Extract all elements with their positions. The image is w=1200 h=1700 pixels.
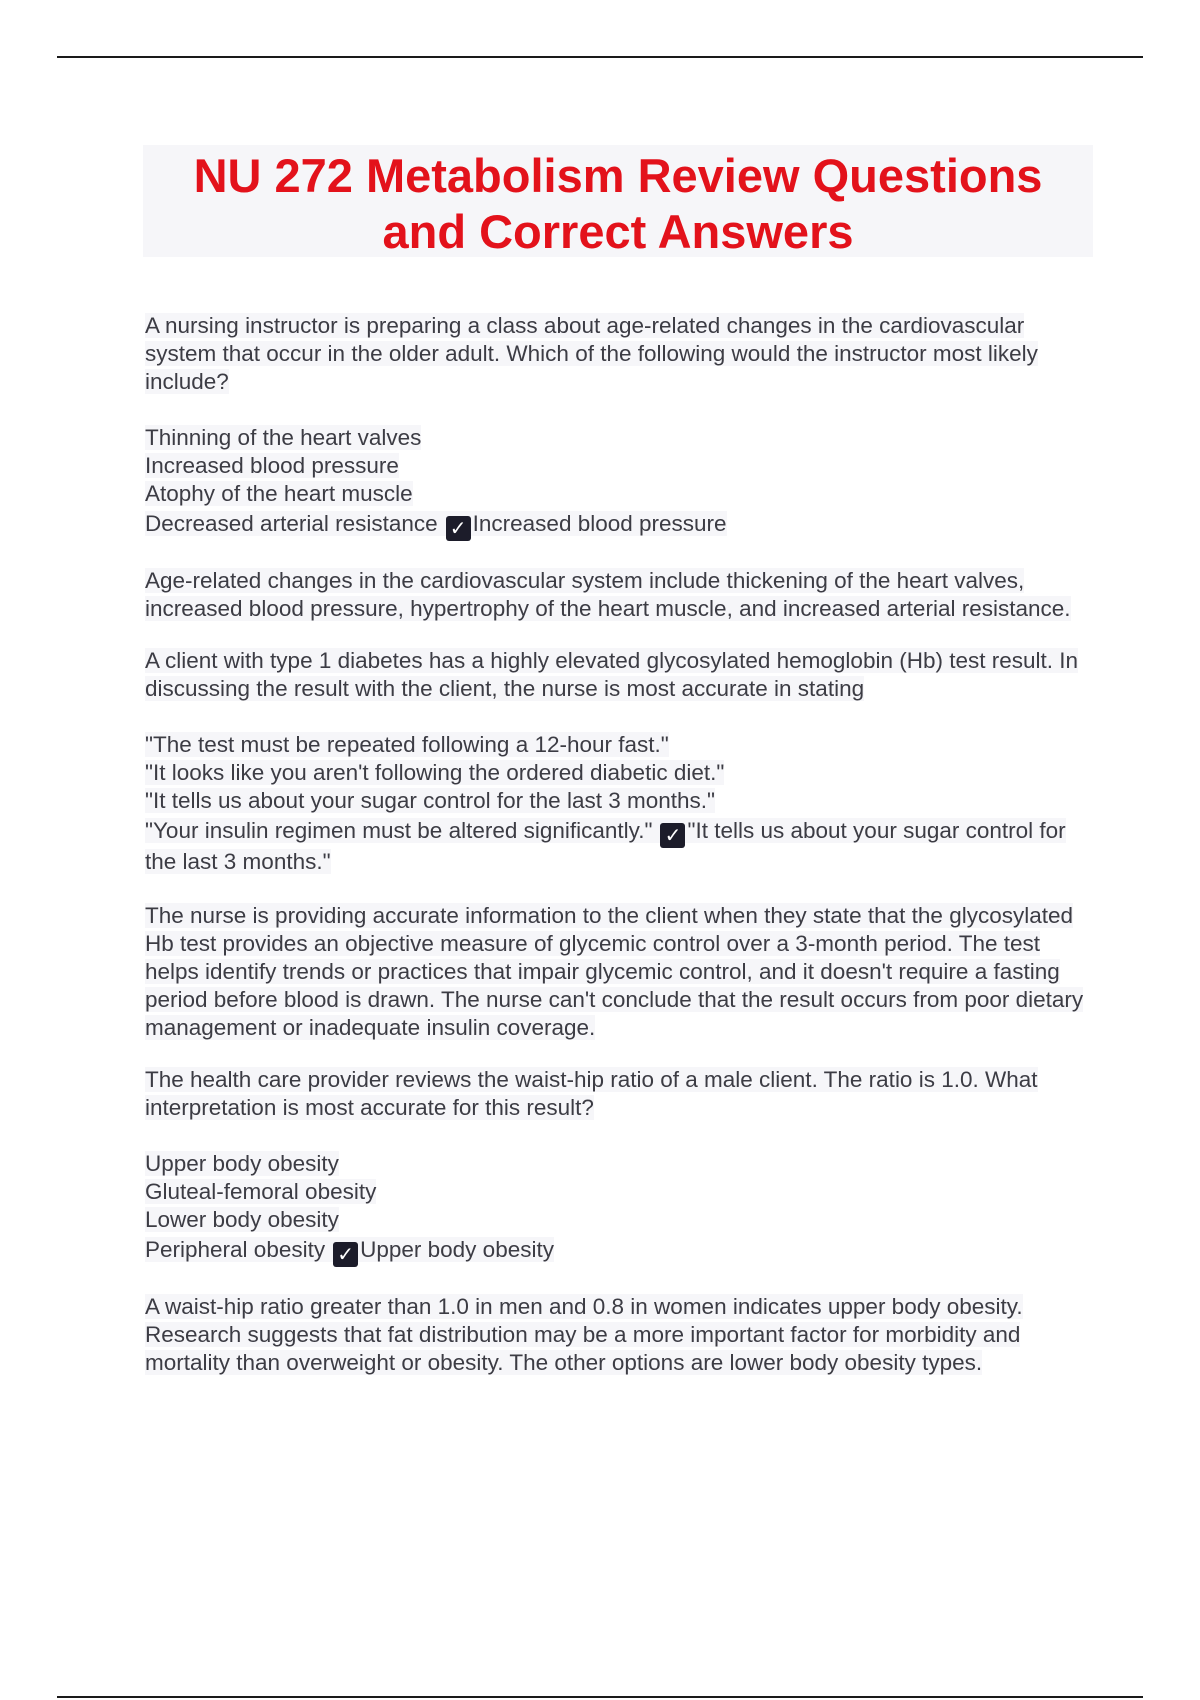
question-2-options bbox=[145, 731, 1085, 876]
question-3-options bbox=[145, 1150, 1085, 1267]
checkmark-icon: ✓ bbox=[446, 516, 471, 541]
explanation-2-text: The nurse is providing accurate information to the client when they state that the glycosylated Hb test provides an objective measure of glycemic control over a 3-month period. The test helps identify trends or practices that impair glycemic control, and it doesn't require a fasting period before blood is drawn. The nurse can't conclude that the result occurs from poor dietary management or inadequate insulin coverage. bbox=[145, 903, 1084, 1040]
option-3b: Gluteal-femoral obesity bbox=[145, 1179, 377, 1204]
question-1 bbox=[145, 312, 1085, 396]
explanation-2 bbox=[145, 902, 1085, 1042]
page-title bbox=[143, 145, 1093, 260]
answer-2: "It tells us about your sugar control for the last 3 months." bbox=[145, 818, 1066, 874]
document-body bbox=[145, 312, 1085, 1377]
option-2b: "It looks like you aren't following the ordered diabetic diet." bbox=[145, 760, 725, 785]
question-3-text: The health care provider reviews the waist-hip ratio of a male client. The ratio is 1.0. What interpretation is most accurate for this result? bbox=[145, 1067, 1038, 1120]
answer-1: Increased blood pressure bbox=[472, 511, 727, 536]
question-1-options bbox=[145, 424, 1085, 541]
option-3d: Peripheral obesity bbox=[145, 1237, 326, 1262]
checkmark-icon: ✓ bbox=[333, 1242, 358, 1267]
explanation-1-text: Age-related changes in the cardiovascular system include thickening of the heart valves, increased blood pressure, hypertrophy of the heart muscle, and increased arterial resistance. bbox=[145, 568, 1071, 621]
option-1d: Decreased arterial resistance bbox=[145, 511, 438, 536]
option-3a: Upper body obesity bbox=[145, 1151, 339, 1176]
checkmark-icon: ✓ bbox=[660, 823, 685, 848]
question-2-text: A client with type 1 diabetes has a highly elevated glycosylated hemoglobin (Hb) test result. In discussing the result with the client, the nurse is most accurate in stating bbox=[145, 648, 1079, 701]
option-3c: Lower body obesity bbox=[145, 1207, 339, 1232]
title-line-1: NU 272 Metabolism Review Questions bbox=[193, 149, 1043, 202]
answer-3: Upper body obesity bbox=[360, 1237, 554, 1262]
explanation-3 bbox=[145, 1293, 1085, 1377]
question-2 bbox=[145, 647, 1085, 703]
option-1b: Increased blood pressure bbox=[145, 453, 399, 478]
option-2c: "It tells us about your sugar control for the last 3 months." bbox=[145, 788, 716, 813]
bottom-rule bbox=[57, 1696, 1143, 1698]
question-1-text: A nursing instructor is preparing a class about age-related changes in the cardiovascular system that occur in the older adult. Which of the following would the instructor most likely include? bbox=[145, 313, 1038, 394]
option-2a: "The test must be repeated following a 12-hour fast." bbox=[145, 732, 669, 757]
title-line-2: and Correct Answers bbox=[382, 205, 854, 258]
explanation-1 bbox=[145, 567, 1085, 623]
explanation-3-text: A waist-hip ratio greater than 1.0 in men and 0.8 in women indicates upper body obesity. Research suggests that fat distribution may be a more important factor for morbidity and mortality than overweight or obesity. The other options are lower body obesity types. bbox=[145, 1294, 1023, 1375]
question-3 bbox=[145, 1066, 1085, 1122]
top-rule bbox=[57, 56, 1143, 58]
option-2d: "Your insulin regimen must be altered significantly." bbox=[145, 818, 653, 843]
title-banner bbox=[143, 145, 1093, 257]
option-1c: Atophy of the heart muscle bbox=[145, 481, 413, 506]
option-1a: Thinning of the heart valves bbox=[145, 425, 422, 450]
